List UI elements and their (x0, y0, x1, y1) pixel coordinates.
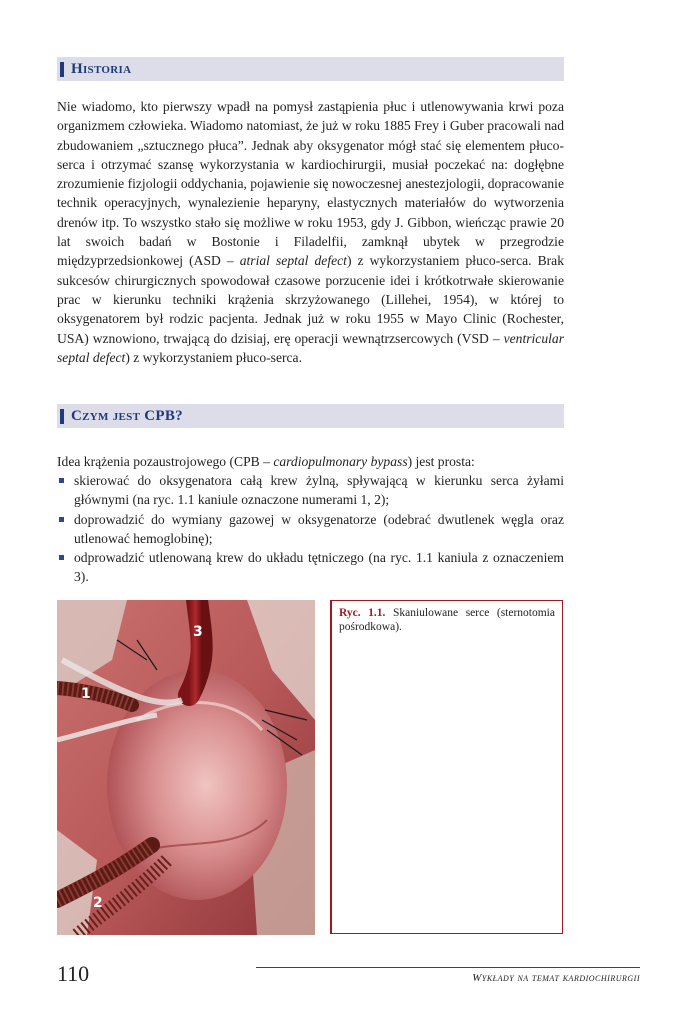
running-head: Wykłady na temat kardiochirurgii (472, 972, 640, 984)
asd-term: atrial septal defect (239, 253, 347, 269)
cannula-label-2: 2 (93, 895, 103, 911)
section-title: Historia (71, 60, 132, 77)
section-marker (60, 62, 64, 77)
list-item-text: doprowadzić do wymiany gazowej w oksygenatorze (odebrać dwutlenek węgla oraz utlenować hemoglobinę); (74, 511, 564, 546)
list-item (57, 510, 564, 549)
vsd-term: ventricular septal defect (57, 330, 564, 365)
cpb-intro-suffix: ) jest prosta: (407, 454, 475, 469)
footer-rule (256, 967, 640, 968)
cannula-label-1: 1 (81, 686, 91, 702)
list-item-text: skierować do oksygenatora całą krew żylną, spływającą w kierunku serca żyłami głównymi (na ryc. 1.1 kaniule oznaczone numerami 1, 2); (74, 473, 564, 508)
bullet-icon (59, 555, 64, 560)
historia-text-1: Nie wiadomo, kto pierwszy wpadł na pomysł zastąpienia płuc i utlenowywania krwi poza organizmem człowieka. Wiadomo natomiast, że już w roku 1885 Frey i Guber pracowali nad zbudowaniem „sztucznego płuca”. Jednak aby oksygenator mógł stać się elementem płuco-serca i otrzymać szansę wykorzystania w kardiochirurgii, musiał poczekać na: dogłębne zrozumienie fizjologii oddychania, pojawienie się nowoczesnej anestezjologii, dopracowanie technik operacyjnych, wynalezienie heparyny, elastycznych materiałów do wytworzenia drenów itp. To wszystko stało się możliwe w roku 1953, gdy J. Gibbon, wieńcząc prawie 20 lat swoich badań w Bostonie i Filadelfii, zamknął ubytek w przegrodzie międzyprzedsionkowej (ASD – (57, 99, 564, 269)
list-item (57, 548, 564, 587)
bullet-icon (59, 517, 64, 522)
historia-text-2: ) z wykorzystaniem płuco-serca. Brak sukcesów chirurgicznych spowodował czasowe porzucenie idei i krótkotrwałe skierowanie prac w kierunku techniki krążenia skrzyżowanego (Lillehei, 1954), w której to oksygenatorem był rodzic pacjenta. Jednak już w roku 1955 w Mayo Clinic (Rochester, USA) wznowiono, trwającą do dzisiaj, erę operacji wewnątrzsercowych (VSD – (57, 253, 565, 346)
figure-photo-heart (57, 600, 315, 935)
cpb-bullet-list (57, 471, 564, 587)
page-number: 110 (57, 961, 90, 986)
bullet-icon (59, 478, 64, 483)
cannula-label-3: 3 (193, 624, 203, 640)
cpb-intro-prefix: Idea krążenia pozaustrojowego (CPB – (57, 454, 274, 469)
cpb-intro (57, 452, 564, 471)
section-header-cpb (57, 404, 564, 428)
list-item-text: odprowadzić utlenowaną krew do układu tętniczego (na ryc. 1.1 kaniula z oznaczeniem 3). (74, 550, 564, 585)
figure-caption (339, 606, 555, 634)
figure-ref: Ryc. 1.1. (339, 607, 386, 619)
list-item (57, 471, 564, 510)
section-title: Czym jest CPB? (71, 407, 183, 424)
historia-paragraph (57, 97, 564, 367)
figure-caption-box (330, 600, 563, 934)
section-marker (60, 409, 64, 424)
heart-illustration (57, 600, 315, 935)
section-header-historia (57, 57, 564, 81)
cpb-term: cardiopulmonary bypass (273, 454, 408, 469)
historia-text-3: ) z wykorzystaniem płuco-serca. (125, 349, 302, 365)
figure-caption-text: Skaniulowane serce (sternotomia pośrodkowa). (339, 607, 555, 633)
